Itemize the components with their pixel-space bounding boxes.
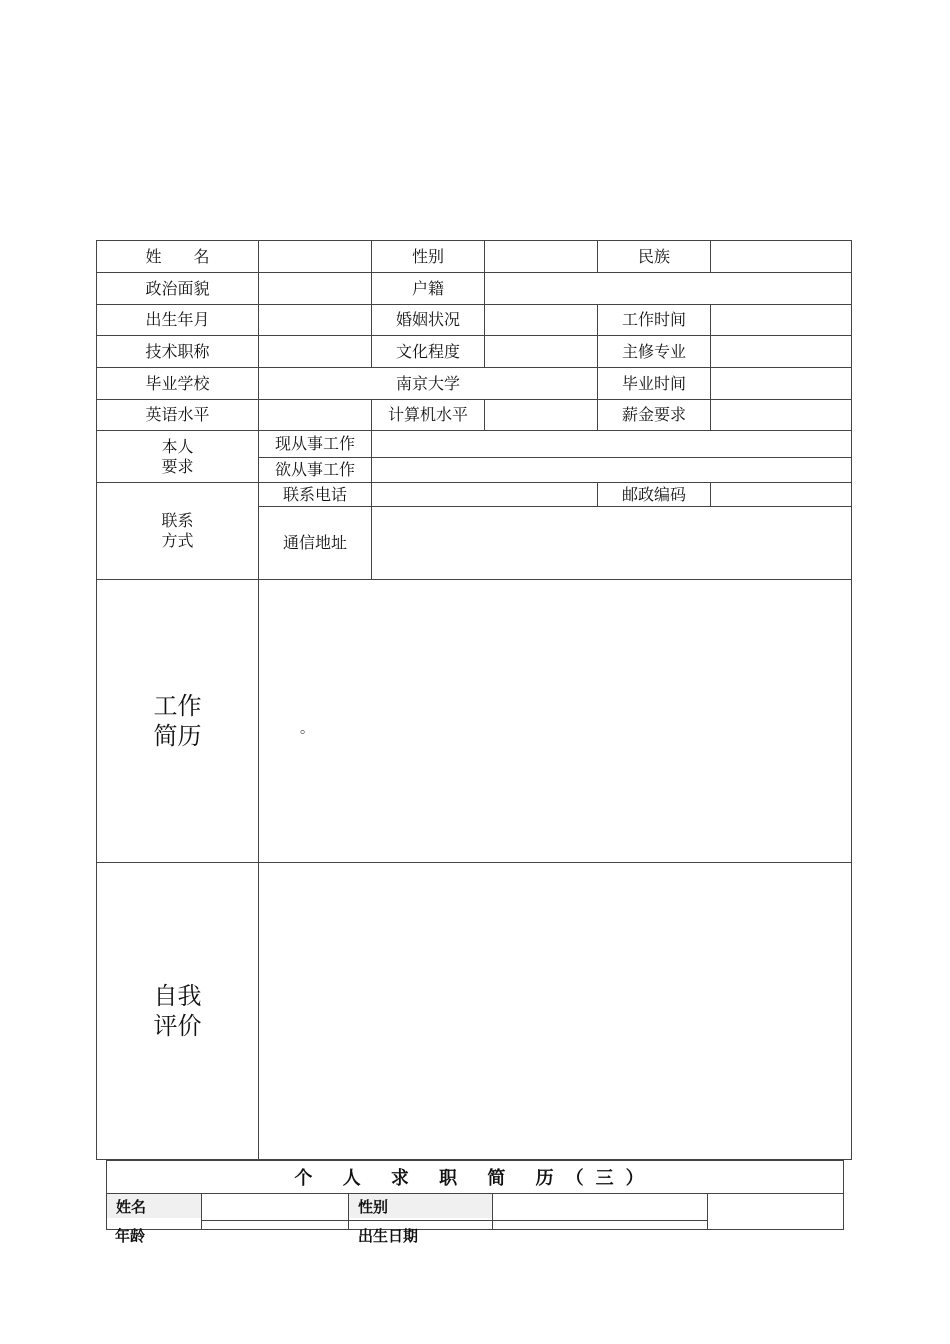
grad-time-field[interactable]: [711, 368, 851, 400]
title-label: 技术职称: [97, 336, 259, 368]
phone-field[interactable]: [372, 483, 598, 507]
name-label: 姓 名: [97, 241, 259, 273]
self-eval-label-line1: 自我: [153, 982, 202, 1010]
r3-divider: [707, 1194, 708, 1229]
r3-gender-field[interactable]: [493, 1194, 707, 1218]
contact-label-line1: 联系: [161, 511, 194, 530]
marital-field[interactable]: [485, 305, 598, 336]
resume-form-table: [96, 240, 852, 1160]
contact-label-line2: 方式: [161, 531, 194, 550]
contact-label: [97, 483, 259, 580]
birth-field[interactable]: [259, 305, 372, 336]
ethnicity-field[interactable]: [711, 241, 851, 273]
birth-label: 出生年月: [97, 305, 259, 336]
salary-field[interactable]: [711, 400, 851, 431]
salary-label: 薪金要求: [598, 400, 711, 431]
gender-label: 性别: [372, 241, 485, 273]
resume-three-table: [106, 1160, 844, 1230]
title-field[interactable]: [259, 336, 372, 368]
work-time-label: 工作时间: [598, 305, 711, 336]
major-label: 主修专业: [598, 336, 711, 368]
r3-divider: [492, 1194, 493, 1229]
school-label: 毕业学校: [97, 368, 259, 400]
phone-label: 联系电话: [259, 483, 372, 507]
r3-birth-label: 出生日期: [358, 1227, 419, 1245]
name-field[interactable]: [259, 241, 372, 273]
marital-label: 婚姻状况: [372, 305, 485, 336]
computer-label: 计算机水平: [372, 400, 485, 431]
request-label-line1: 本人: [161, 436, 194, 456]
self-eval-field[interactable]: [259, 863, 851, 1159]
work-history-field[interactable]: [259, 580, 851, 863]
address-field[interactable]: [372, 507, 851, 580]
political-label: 政治面貌: [97, 273, 259, 305]
r3-divider: [201, 1194, 202, 1229]
grad-time-label: 毕业时间: [598, 368, 711, 400]
address-label: 通信地址: [259, 507, 372, 580]
hukou-label: 户籍: [372, 273, 485, 305]
major-field[interactable]: [711, 336, 851, 368]
r3-gender-label: 性别: [349, 1194, 492, 1218]
r3-name-field[interactable]: [202, 1194, 348, 1218]
current-job-field[interactable]: [372, 431, 851, 458]
hukou-field[interactable]: [485, 273, 851, 305]
request-label: [97, 431, 259, 483]
gender-field[interactable]: [485, 241, 598, 273]
english-field[interactable]: [259, 400, 372, 431]
r3-name-label: 姓名: [107, 1194, 201, 1218]
work-history-mark: 。: [300, 721, 314, 737]
political-field[interactable]: [259, 273, 372, 305]
work-history-label-line2: 简历: [153, 722, 202, 750]
r3-photo-field[interactable]: [708, 1194, 843, 1229]
ethnicity-label: 民族: [598, 241, 711, 273]
current-job-label: 现从事工作: [259, 431, 372, 458]
postcode-label: 邮政编码: [598, 483, 711, 507]
english-label: 英语水平: [97, 400, 259, 431]
work-time-field[interactable]: [711, 305, 851, 336]
education-field[interactable]: [485, 336, 598, 368]
resume-three-title: 个 人 求 职 简 历（三）: [107, 1161, 843, 1194]
education-label: 文化程度: [372, 336, 485, 368]
self-eval-label: [97, 863, 259, 1159]
desired-job-label: 欲从事工作: [259, 458, 372, 483]
r3-age-label: 年龄: [115, 1227, 146, 1245]
desired-job-field[interactable]: [372, 458, 851, 483]
work-history-label-line1: 工作: [153, 692, 202, 720]
postcode-field[interactable]: [711, 483, 851, 507]
r3-divider: [201, 1220, 708, 1221]
computer-field[interactable]: [485, 400, 598, 431]
request-label-line2: 要求: [161, 456, 194, 476]
self-eval-label-line2: 评价: [153, 1012, 202, 1040]
r3-divider: [348, 1194, 349, 1229]
school-field[interactable]: 南京大学: [259, 368, 598, 400]
work-history-label: [97, 580, 259, 863]
